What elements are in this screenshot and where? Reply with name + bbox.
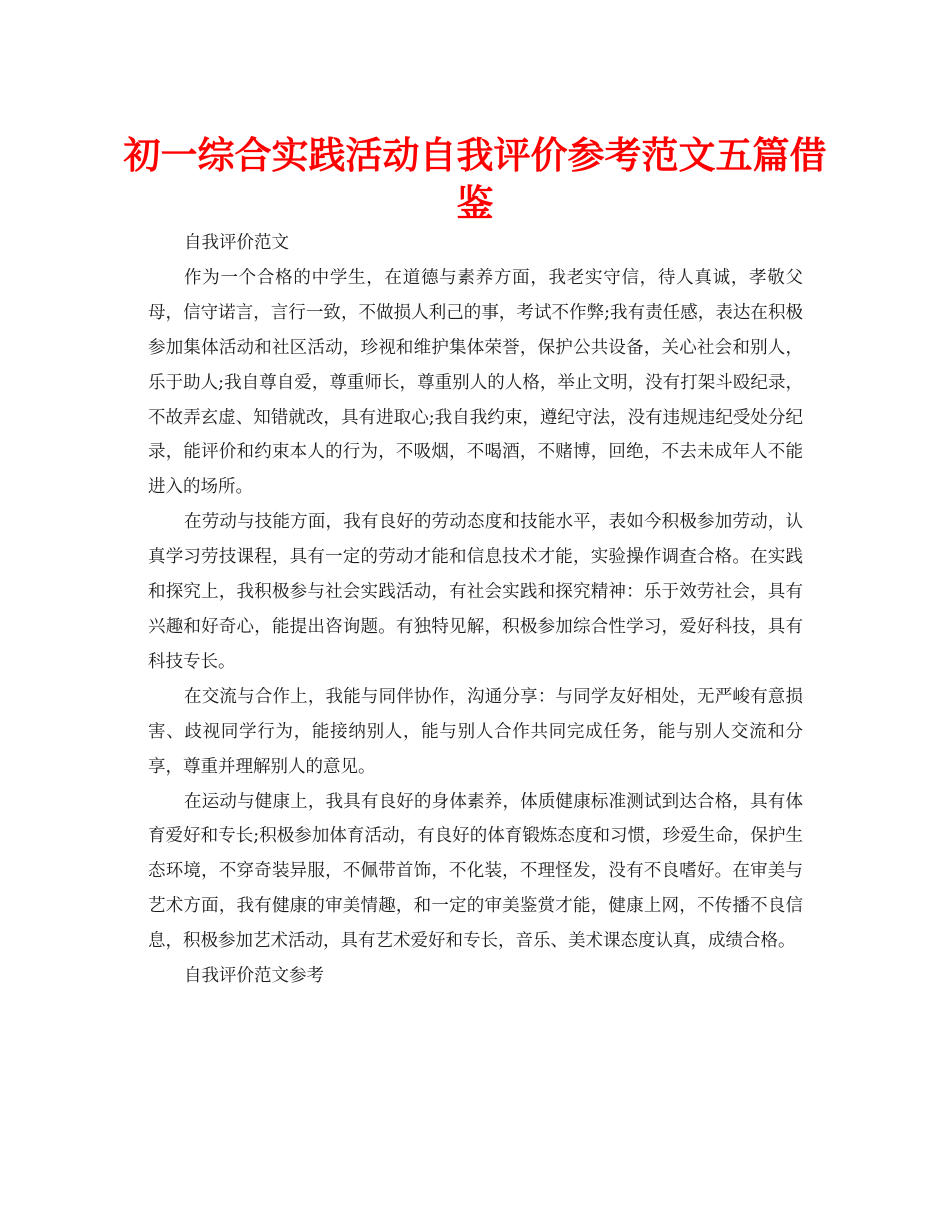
document-body (148, 226, 803, 994)
paragraph-morality: 作为一个合格的中学生，在道德与素养方面，我老实守信，待人真诚，孝敬父母，信守诺言，言行一致，不做损人利己的事，考试不作弊;我有责任感，表达在积极参加集体活动和社区活动，珍视和维护集体荣誉，保护公共设备，关心社会和别人，乐于助人;我自尊自爱，尊重师长，尊重别人的人格，举止文明，没有打架斗殴纪录，不故弄玄虚、知错就改，具有进取心;我自我约束，遵纪守法，没有违规违纪受处分纪录，能评价和约束本人的行为，不吸烟，不喝酒，不赌博，回绝，不去未成年人不能进入的场所。 (148, 267, 803, 498)
section-heading: 自我评价范文 (184, 233, 289, 253)
document-title: 初一综合实践活动自我评价参考范文五篇借鉴 (123, 134, 827, 225)
closing-heading: 自我评价范文参考 (184, 966, 324, 987)
paragraph-labor-skills: 在劳动与技能方面，我有良好的劳动态度和技能水平，表如今积极参加劳动，认真学习劳技课程，具有一定的劳动才能和信息技术才能，实验操作调查合格。在实践和探究上，我积极参与社会实践活动，有社会实践和探究精神：乐于效劳社会，具有兴趣和好奇心，能提出咨询题。有独特见解，积极参加综合性学习，爱好科技，具有科技专长。 (148, 512, 803, 672)
paragraph-communication: 在交流与合作上，我能与同伴协作，沟通分享：与同学友好相处，无严峻有意损害、歧视同学行为，能接纳别人，能与别人合作共同完成任务，能与别人交流和分享，尊重并理解别人的意见。 (148, 686, 803, 777)
paragraph-sports-health: 在运动与健康上，我具有良好的身体素养，体质健康标准测试到达合格，具有体育爱好和专长;积极参加体育活动，有良好的体育锻炼态度和习惯，珍爱生命，保护生态环境，不穿奇装异服，不佩带首饰，不化装，不理怪发，没有不良嗜好。在审美与艺术方面，我有健康的审美情趣，和一定的审美鉴赏才能，健康上网，不传播不良信息，积极参加艺术活动，具有艺术爱好和专长，音乐、美术课态度认真，成绩合格。 (148, 791, 803, 952)
